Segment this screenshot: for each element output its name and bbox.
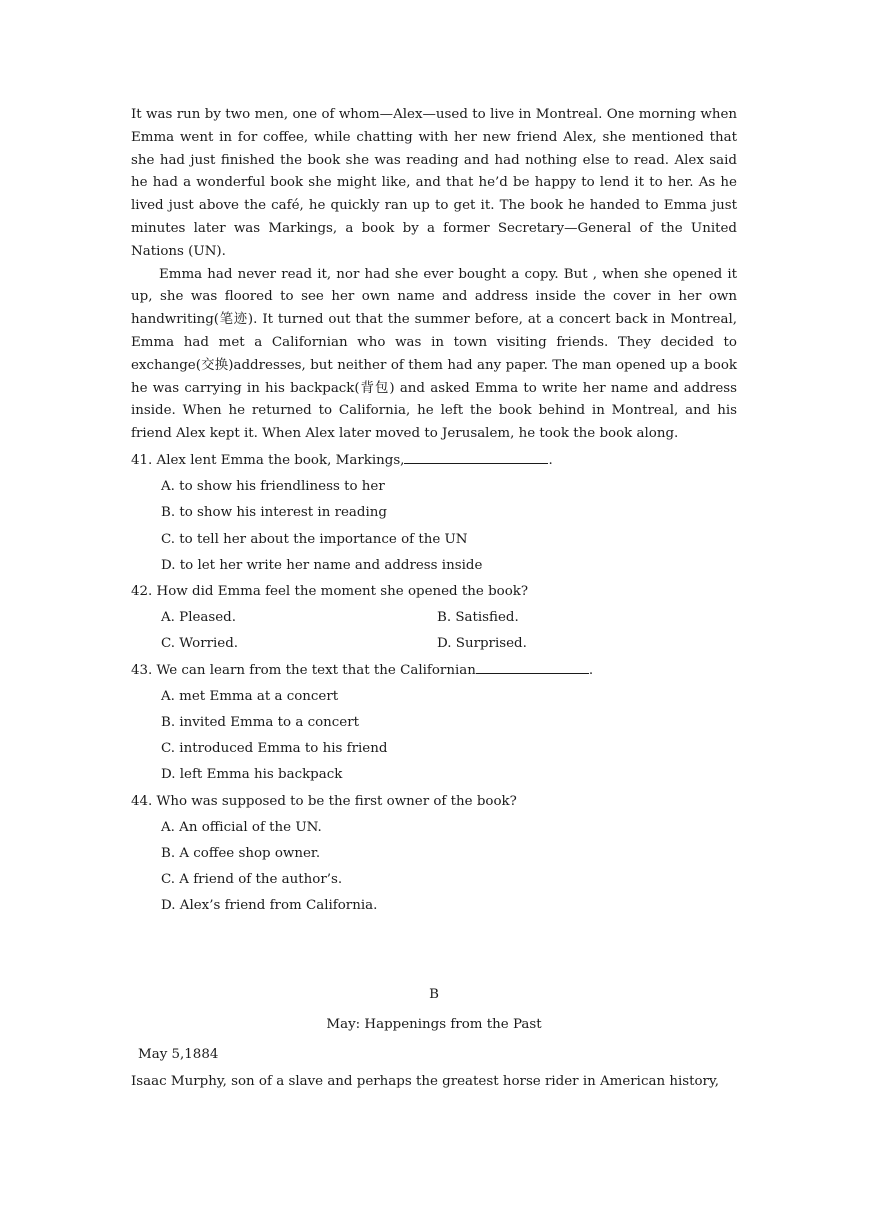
question-44-option-c: C. A friend of the author’s. bbox=[161, 872, 343, 888]
question-44-stem: 44. Who was supposed to be the first owner of the book? bbox=[131, 793, 517, 809]
question-42-options-row-2 bbox=[131, 631, 737, 657]
question-44 bbox=[131, 789, 737, 920]
question-42-option-c: C. Worried. bbox=[161, 636, 239, 652]
section-title: May: Happenings from the Past bbox=[326, 1016, 542, 1032]
question-41-option-c: C. to tell her about the importance of the UN bbox=[161, 531, 468, 547]
passage-a-paragraph-2: Emma had never read it, nor had she ever bought a copy. But , when she opened it up, she was floored to see her own name and address inside the cover in her own handwriting(笔迹). It turned out that the summer before, at a concert back in Montreal, Emma had met a Californian who was in town visiting friends. They decided to exchange(交换)addresses, but neither of them had any paper. The man opened up a book he was carrying in his backpack(背包) and asked Emma to write her name and address inside. When he returned to California, he left the book behind in Montreal, and his friend Alex kept it. When Alex later moved to Jerusalem, he took the book along. bbox=[131, 266, 737, 442]
question-44-option-a: A. An official of the UN. bbox=[161, 819, 322, 835]
passage-a-paragraph-1: It was run by two men, one of whom—Alex—used to live in Montreal. One morning when Emma went in for coffee, while chatting with her new friend Alex, she mentioned that she had just finished the book she was reading and had nothing else to read. Alex said he had a wonderful book she might like, and that he’d be happy to lend it to her. As he lived just above the café, he quickly ran up to get it. The book he handed to Emma just minutes later was Markings, a book by a former Secretary—General of the United Nations (UN). bbox=[131, 107, 737, 259]
question-43-stem: 43. We can learn from the text that the Californian . bbox=[131, 662, 594, 678]
question-41-option-b: B. to show his interest in reading bbox=[161, 505, 387, 521]
question-42-option-d: D. Surprised. bbox=[437, 636, 527, 652]
question-42 bbox=[131, 579, 737, 658]
question-43 bbox=[131, 658, 737, 789]
passage-b-paragraph-1: Isaac Murphy, son of a slave and perhaps the greatest horse rider in American history, bbox=[131, 1073, 719, 1089]
question-42-option-a: A. Pleased. bbox=[161, 610, 237, 626]
question-42-option-b: B. Satisfied. bbox=[437, 610, 519, 626]
question-41-stem: 41. Alex lent Emma the book, Markings, . bbox=[131, 452, 553, 468]
question-42-options-row-1 bbox=[131, 605, 737, 631]
question-43-option-c: C. introduced Emma to his friend bbox=[161, 741, 388, 757]
question-44-option-d: D. Alex’s friend from California. bbox=[161, 898, 378, 914]
question-42-stem: 42. How did Emma feel the moment she opened the book? bbox=[131, 583, 529, 599]
question-41-option-d: D. to let her write her name and address inside bbox=[161, 557, 483, 573]
question-43-option-b: B. invited Emma to a concert bbox=[161, 714, 359, 730]
section-letter: B bbox=[429, 986, 439, 1002]
entry-date: May 5,1884 bbox=[138, 1046, 219, 1062]
question-43-option-d: D. left Emma his backpack bbox=[161, 767, 343, 783]
document-page bbox=[131, 104, 737, 1093]
answer-blank bbox=[476, 661, 589, 674]
question-44-option-b: B. A coffee shop owner. bbox=[161, 846, 321, 861]
answer-blank bbox=[404, 451, 548, 464]
question-41-option-a: A. to show his friendliness to her bbox=[161, 479, 385, 495]
question-43-option-a: A. met Emma at a concert bbox=[161, 688, 339, 704]
question-41 bbox=[131, 448, 737, 579]
